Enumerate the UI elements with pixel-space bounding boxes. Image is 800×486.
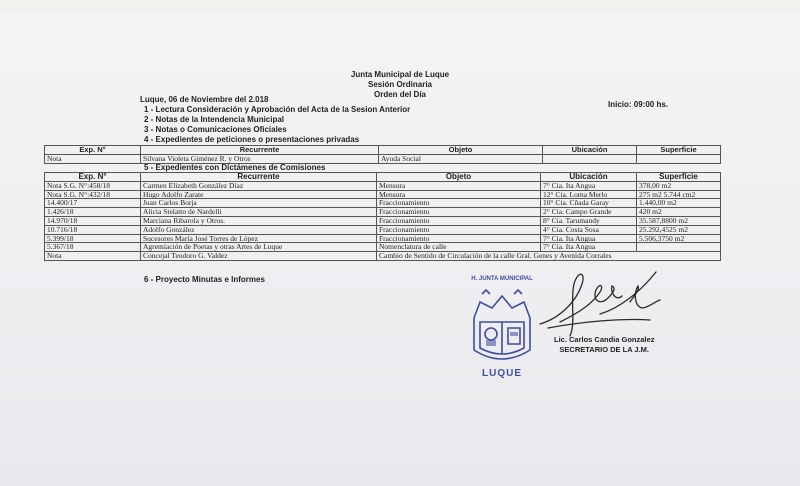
table-row	[45, 252, 721, 261]
start-time: Inicio: 09:00 hs.	[608, 100, 669, 109]
signer-block	[554, 335, 654, 354]
cell: 1.426/18	[45, 208, 141, 217]
cell: 10.716/18	[45, 225, 141, 234]
table-header-row	[45, 146, 721, 155]
cell: Nota S.G. N°:432/18	[45, 190, 141, 199]
col-superficie: Superficie	[637, 146, 721, 155]
table-row	[45, 208, 721, 217]
table-row	[45, 181, 721, 190]
cell: Fraccionamiento	[377, 208, 541, 217]
cell: Alicia Stelatto de Nardelli	[141, 208, 377, 217]
cell: Fraccionamiento	[377, 216, 541, 225]
page-edge	[0, 0, 800, 14]
cell: Agremiación de Poetas y otras Artes de Luque	[141, 243, 377, 252]
agenda-item-2: 2 - Notas de la Intendencia Municipal	[144, 115, 285, 124]
date-line: Luque, 06 de Noviembre del 2.018	[140, 95, 269, 104]
cell: Juan Carlos Borja	[141, 199, 377, 208]
col-objeto: Objeto	[379, 146, 543, 155]
dictamenes-table	[44, 172, 721, 261]
cell: Mensura	[377, 181, 541, 190]
table-row	[45, 243, 721, 252]
cell-merged: Cambio de Sentido de Circulación de la calle Gral. Genes y Avenida Corrales	[377, 252, 721, 261]
col-ubicacion: Ubicación	[543, 146, 637, 155]
cell: Concejal Teodoro G. Valdez	[141, 252, 377, 261]
cell: 12° Cia. Loma Merlo	[541, 190, 637, 199]
col-superficie: Superficie	[637, 173, 721, 182]
cell: 5.506,3750 m2	[637, 234, 721, 243]
table-row	[45, 154, 721, 163]
session-title: Sesión Ordinaria	[367, 80, 433, 89]
cell: Adolfo González	[141, 225, 377, 234]
cell: Nota	[45, 154, 141, 163]
section5-title: 5 - Expedientes con Dictámenes de Comisiones	[144, 163, 326, 172]
cell: 14.970/18	[45, 216, 141, 225]
table-row	[45, 234, 721, 243]
agenda-item-3: 3 - Notas o Comunicaciones Oficiales	[144, 125, 287, 134]
cell	[637, 154, 721, 163]
signer-title: SECRETARIO DE LA J.M.	[559, 344, 650, 354]
cell: Carmen Elizabeth González Díaz	[141, 181, 377, 190]
seal-top-text: H. JUNTA MUNICIPAL	[471, 276, 533, 282]
agenda-item-1: 1 - Lectura Consideración y Aprobación del Acta de la Sesion Anterior	[144, 105, 411, 114]
cell: Nomenclatura de calle	[377, 243, 541, 252]
cell: Nota	[45, 252, 141, 261]
cell: 7° Cia. Ita Angua	[541, 181, 637, 190]
cell: Mensura	[377, 190, 541, 199]
cell: Silvana Violeta Giménez R. y Otros	[141, 154, 379, 163]
cell: 7° Cia. Ita Angua	[541, 234, 637, 243]
cell	[637, 243, 721, 252]
cell: Nota S.G. N°:458/18	[45, 181, 141, 190]
col-recurrente: Recurrente	[141, 173, 377, 182]
col-recurrente: Recurrente	[141, 146, 379, 155]
col-exp: Exp. N°	[45, 173, 141, 182]
cell: Hugo Adolfo Zarate	[141, 190, 377, 199]
cell: 10° Cia. Cñada Garay	[541, 199, 637, 208]
table-row	[45, 216, 721, 225]
cell: 7° Cia. Ita Angua	[541, 243, 637, 252]
petitions-table	[44, 145, 721, 164]
cell: 5.367/18	[45, 243, 141, 252]
coat-of-arms-icon	[466, 288, 538, 378]
cell: 5.399/18	[45, 234, 141, 243]
cell: 420 m2	[637, 208, 721, 217]
cell: Fraccionamiento	[377, 199, 541, 208]
cell: 4° Cia. Costa Sosa	[541, 225, 637, 234]
cell	[543, 154, 637, 163]
cell: Fraccionamiento	[377, 234, 541, 243]
cell: 8° Cia. Tarumandy	[541, 216, 637, 225]
cell: 275 m2 5.744 cm2	[637, 190, 721, 199]
agenda-title: Orden del Día	[373, 90, 426, 99]
agenda-item-4: 4 - Expedientes de peticiones o presentaciones privadas	[144, 135, 360, 144]
col-exp: Exp. N°	[45, 146, 141, 155]
cell: 14.400/17	[45, 199, 141, 208]
institution-title: Junta Municipal de Luque	[350, 70, 450, 79]
signer-name: Lic. Carlos Candia Gonzalez	[554, 335, 655, 344]
table-row	[45, 190, 721, 199]
table-row	[45, 225, 721, 234]
col-ubicacion: Ubicación	[541, 173, 637, 182]
agenda-item-6: 6 - Proyecto Minutas e Informes	[144, 275, 265, 284]
seal-bottom-text: LUQUE	[482, 368, 522, 379]
signature-icon	[530, 262, 670, 342]
cell: 25.292,4525 m2	[637, 225, 721, 234]
cell: 378,00 m2	[637, 181, 721, 190]
cell: 35.587,8800 m2	[637, 216, 721, 225]
col-objeto: Objeto	[377, 173, 541, 182]
cell: Fraccionamiento	[377, 225, 541, 234]
cell: 2° Cia. Campo Grande	[541, 208, 637, 217]
table-header-row	[45, 173, 721, 182]
cell: Ayuda Social	[379, 154, 543, 163]
cell: Marciana Ribarola y Otros.	[141, 216, 377, 225]
table-row	[45, 199, 721, 208]
cell: Sucesores María José Torres de López	[141, 234, 377, 243]
municipal-seal	[466, 276, 538, 386]
cell: 1.440,00 m2	[637, 199, 721, 208]
